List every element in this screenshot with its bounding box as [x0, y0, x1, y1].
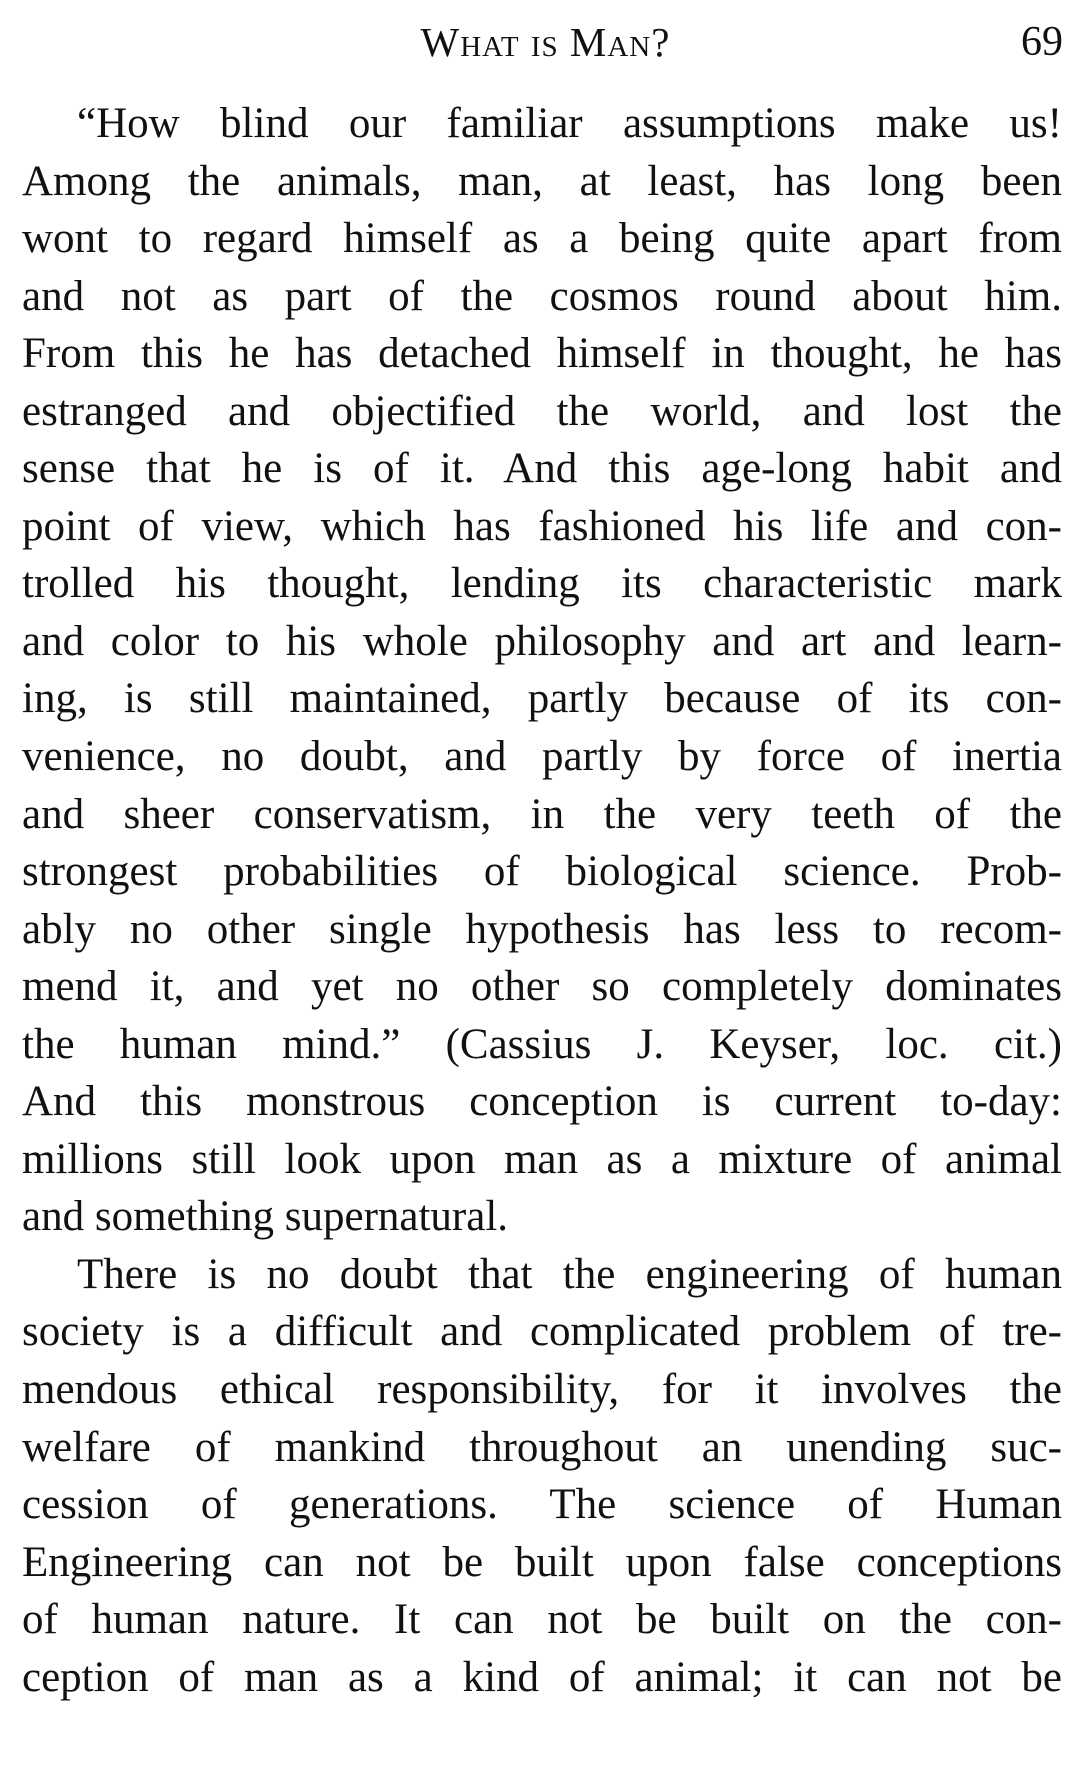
text-line: and color to his whole philosophy and art and learn- [22, 617, 1062, 665]
text-line: and something supernatural. [22, 1193, 509, 1241]
text-line: Among the animals, man, at least, has long been [22, 157, 1062, 205]
text-line: and sheer conservatism, in the very teeth of the [22, 790, 1062, 838]
text-line: ing, is still maintained, partly because of its con- [22, 675, 1062, 723]
running-head [0, 12, 1091, 72]
text-line: millions still look upon man as a mixture of animal [22, 1135, 1062, 1183]
text-line: mend it, and yet no other so completely dominates [22, 963, 1062, 1011]
text-line: estranged and objectified the world, and lost the [22, 387, 1062, 435]
body-text [22, 95, 1062, 1706]
text-line: sense that he is of it. And this age-long habit and [22, 445, 1062, 493]
text-line: Engineering can not be built upon false conceptions [22, 1538, 1062, 1586]
text-line: strongest probabilities of biological science. Prob- [22, 848, 1062, 896]
running-title: What is Man? [420, 19, 671, 65]
text-line: There is no doubt that the engineering of human [77, 1250, 1062, 1298]
text-line: venience, no doubt, and partly by force of inertia [22, 733, 1062, 781]
page-number: 69 [1021, 19, 1063, 65]
text-line: and not as part of the cosmos round about him. [22, 272, 1062, 320]
text-line: “How blind our familiar assumptions make us! [77, 100, 1062, 147]
text-line: welfare of mankind throughout an unending suc- [22, 1423, 1062, 1471]
text-line: ably no other single hypothesis has less to recom- [22, 905, 1062, 953]
text-line: society is a difficult and complicated problem of tre- [22, 1308, 1062, 1356]
text-line: the human mind.” (Cassius J. Keyser, loc. cit.) [22, 1020, 1062, 1068]
text-line: trolled his thought, lending its characteristic mark [22, 560, 1062, 608]
text-line: of human nature. It can not be built on the con- [22, 1596, 1062, 1644]
text-line: ception of man as a kind of animal; it can not be [22, 1653, 1062, 1701]
text-line: point of view, which has fashioned his life and con- [22, 502, 1062, 550]
text-line: From this he has detached himself in thought, he has [22, 330, 1062, 378]
text-line: wont to regard himself as a being quite apart from [22, 215, 1062, 263]
text-line: And this monstrous conception is current to-day: [22, 1078, 1062, 1126]
text-line: mendous ethical responsibility, for it involves the [22, 1366, 1062, 1414]
text-line: cession of generations. The science of Human [22, 1481, 1062, 1529]
